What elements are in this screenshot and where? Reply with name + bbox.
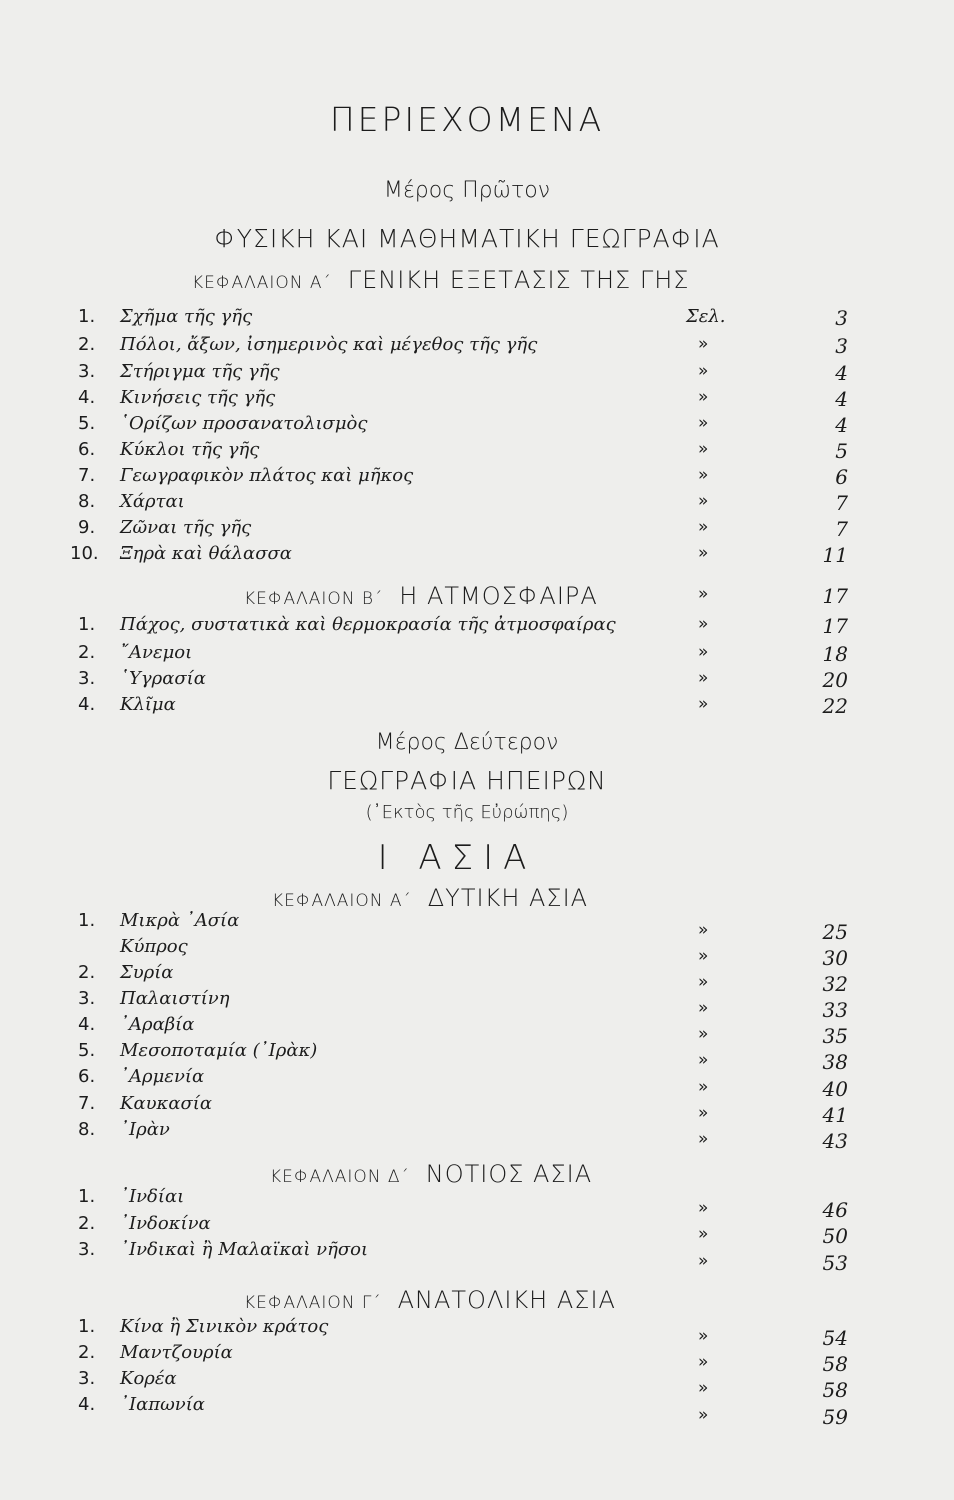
page-title: ΠΕΡΙΕΧΟΜΕΝΑ [329, 100, 605, 139]
toc-number: 2. [78, 1342, 96, 1363]
toc-number: 2. [78, 1213, 96, 1234]
toc-page: 6 [835, 465, 848, 489]
toc-row [0, 465, 954, 491]
toc-entry: Κορέα [120, 1368, 177, 1389]
toc-row [0, 387, 954, 413]
toc-ditto-mark: » [698, 920, 709, 940]
toc-page: 5 [835, 439, 848, 463]
toc-page-row [0, 1050, 954, 1076]
toc-ditto-mark: » [698, 614, 709, 634]
toc-row [0, 642, 954, 668]
toc-row [0, 361, 954, 387]
toc-entry: Κύκλοι τῆς γῆς [120, 439, 260, 460]
toc-row [0, 334, 954, 360]
toc-row [0, 614, 954, 640]
toc-entry: ᾿Ιαπωνία [120, 1394, 205, 1415]
chapter-b-label: ΚΕΦΑΛΑΙΟΝ Β΄ [244, 589, 384, 609]
toc-page-row [0, 1024, 954, 1050]
toc-page: 40 [822, 1077, 848, 1101]
toc-page-row [0, 1405, 954, 1431]
toc-number: 8. [78, 1119, 96, 1140]
toc-entry: Πάχος, συστατικὰ καὶ θερμοκρασία τῆς ἀτμοσφαίρας [120, 614, 616, 635]
toc-page: 32 [822, 972, 848, 996]
toc-number: 1. [78, 614, 96, 635]
toc-number: 6. [78, 1066, 96, 1087]
toc-number: 3. [78, 988, 96, 1009]
page-column-header: Σελ. [686, 306, 726, 327]
toc-ditto-mark: » [698, 1251, 709, 1271]
toc-page-row [0, 998, 954, 1024]
toc-entry: Χάρται [120, 491, 185, 512]
toc-entry: Πόλοι, ἄξων, ἰσημερινὸς καὶ μέγεθος τῆς γῆς [120, 334, 538, 355]
toc-row [0, 517, 954, 543]
toc-ditto-mark: » [698, 491, 709, 511]
toc-entry: Ζῶναι τῆς γῆς [120, 517, 252, 538]
chapter-b-title: Η ΑΤΜΟΣΦΑΙΡΑ [399, 582, 598, 610]
toc-page: 4 [835, 361, 848, 385]
toc-number: 1. [78, 306, 96, 327]
toc-number: 6. [78, 439, 96, 460]
toc-number: 5. [78, 413, 96, 434]
toc-ditto-mark: » [698, 694, 709, 714]
toc-page: 50 [822, 1224, 848, 1248]
toc-entry: Κύπρος [120, 936, 188, 957]
toc-ditto-mark: » [698, 334, 709, 354]
toc-ditto-mark: » [698, 1077, 709, 1097]
toc-page: 35 [822, 1024, 848, 1048]
toc-entry: ᾿Ιρὰν [120, 1119, 170, 1140]
toc-number: 2. [78, 962, 96, 983]
toc-page: 38 [822, 1050, 848, 1074]
toc-ditto-mark: » [698, 1103, 709, 1123]
toc-page: 25 [822, 920, 848, 944]
toc-page: 4 [835, 413, 848, 437]
section-asia-title: Ι ΑΣΙΑ [377, 838, 537, 878]
toc-number: 3. [78, 668, 96, 689]
toc-page: 59 [822, 1405, 848, 1429]
toc-page: 30 [822, 946, 848, 970]
toc-entry: ᾿Ινδίαι [120, 1186, 185, 1207]
toc-ditto-mark: » [698, 439, 709, 459]
toc-ditto-mark: » [698, 1224, 709, 1244]
toc-page: 7 [835, 517, 848, 541]
toc-entry: ῾Ορίζων προσανατολισμὸς [120, 413, 368, 434]
chapter-d-title: ΝΟΤΙΟΣ ΑΣΙΑ [425, 1160, 593, 1188]
toc-ditto-mark: » [698, 1050, 709, 1070]
toc-ditto-mark: » [698, 1198, 709, 1218]
toc-page: 33 [822, 998, 848, 1022]
toc-page-row [0, 1251, 954, 1277]
toc-page: 3 [835, 306, 848, 330]
chapter-g-label: ΚΕΦΑΛΑΙΟΝ Γ΄ [244, 1293, 382, 1313]
toc-number: 1. [78, 1186, 96, 1207]
toc-entry: Στήριγμα τῆς γῆς [120, 361, 280, 382]
part-two-label: Μέρος Δεύτερον [375, 730, 559, 755]
toc-ditto-mark: » [698, 642, 709, 662]
toc-ditto-mark: » [698, 1129, 709, 1149]
toc-number: 3. [78, 1239, 96, 1260]
toc-page: 54 [822, 1326, 848, 1350]
toc-entry: ᾿Αρμενία [120, 1066, 205, 1087]
chapter-g-title: ΑΝΑΤΟΛΙΚΗ ΑΣΙΑ [397, 1286, 616, 1314]
toc-row [0, 668, 954, 694]
chapter-a-heading [192, 266, 689, 294]
toc-page: 58 [822, 1352, 848, 1376]
toc-page: 4 [835, 387, 848, 411]
chapter-label: ΚΕΦΑΛΑΙΟΝ Α΄ [272, 891, 412, 911]
toc-entry: ῾Υγρασία [120, 668, 206, 689]
toc-row [0, 439, 954, 465]
toc-entry: Μαντζουρία [120, 1342, 233, 1363]
toc-row [0, 543, 954, 569]
toc-entry: ᾿Ινδικαὶ ἢ Μαλαϊκαὶ νῆσοι [120, 1239, 369, 1260]
toc-entry: Παλαιστίνη [120, 988, 230, 1009]
toc-ditto-mark: » [698, 361, 709, 381]
toc-number: 3. [78, 361, 96, 382]
toc-ditto-mark: » [698, 1326, 709, 1346]
toc-ditto-mark: » [698, 387, 709, 407]
toc-page-row [0, 1129, 954, 1155]
toc-page: 11 [822, 543, 848, 567]
chapter-title: ΔΥΤΙΚΗ ΑΣΙΑ [427, 884, 589, 912]
toc-row [0, 306, 954, 332]
toc-entry: Σχῆμα τῆς γῆς [120, 306, 253, 327]
toc-ditto-mark: » [698, 946, 709, 966]
toc-number: 1. [78, 910, 96, 931]
toc-ditto-mark: » [698, 413, 709, 433]
toc-page: 22 [822, 694, 848, 718]
toc-page: 43 [822, 1129, 848, 1153]
toc-number: 1. [78, 1316, 96, 1337]
toc-entry: Καυκασία [120, 1093, 213, 1114]
toc-ditto-mark: » [698, 972, 709, 992]
toc-page-row [0, 1103, 954, 1129]
toc-number: 7. [78, 465, 96, 486]
toc-number: 3. [78, 1368, 96, 1389]
toc-row [0, 694, 954, 720]
part-two-subject: ΓΕΩΓΡΑΦΙΑ ΗΠΕΙΡΩΝ [327, 766, 607, 795]
chapter-d-label: ΚΕΦΑΛΑΙΟΝ Δ΄ [270, 1167, 410, 1187]
toc-number: 7. [78, 1093, 96, 1114]
toc-entry: Ξηρὰ καὶ θάλασσα [120, 543, 292, 564]
toc-number: 4. [78, 387, 96, 408]
toc-ditto-mark: » [698, 465, 709, 485]
toc-entry: Γεωγραφικὸν πλάτος καὶ μῆκος [120, 465, 414, 486]
toc-page: 58 [822, 1378, 848, 1402]
toc-page: 3 [835, 334, 848, 358]
toc-ditto-mark: » [698, 668, 709, 688]
toc-number: 8. [78, 491, 96, 512]
chapter-heading [272, 884, 588, 912]
chapter-g-heading [244, 1286, 616, 1314]
part-two-subtitle: (᾿Εκτὸς τῆς Εὐρώπης) [365, 802, 569, 823]
toc-number: 2. [78, 334, 96, 355]
toc-page-row [0, 1077, 954, 1103]
toc-entry: Μεσοποταμία (᾿Ιρὰκ) [120, 1040, 318, 1061]
toc-entry: Κίνα ἢ Σινικὸν κράτος [120, 1316, 329, 1337]
toc-entry: ῎Ανεμοι [120, 642, 193, 663]
chapter-a-label: ΚΕΦΑΛΑΙΟΝ Α΄ [192, 273, 332, 293]
toc-page: 46 [822, 1198, 848, 1222]
toc-ditto-mark: » [698, 1024, 709, 1044]
toc-number: 10. [70, 543, 99, 564]
toc-number: 4. [78, 1014, 96, 1035]
toc-page: 7 [835, 491, 848, 515]
toc-page: 17 [822, 584, 848, 608]
toc-page: 41 [822, 1103, 848, 1127]
part-one-subject: ΦΥΣΙΚΗ ΚΑΙ ΜΑΘΗΜΑΤΙΚΗ ΓΕΩΓΡΑΦΙΑ [214, 224, 720, 253]
toc-ditto-mark: » [698, 1378, 709, 1398]
toc-ditto-mark: » [698, 1405, 709, 1425]
toc-ditto-mark: » [698, 998, 709, 1018]
toc-entry: ᾿Ινδοκίνα [120, 1213, 211, 1234]
toc-number: 4. [78, 1394, 96, 1415]
chapter-b-page-row [0, 584, 954, 610]
toc-entry: Κλῖμα [120, 694, 176, 715]
toc-ditto-mark: » [698, 517, 709, 537]
toc-ditto-mark: » [698, 543, 709, 563]
toc-page-row [0, 972, 954, 998]
toc-page-row [0, 920, 954, 946]
toc-page: 17 [822, 614, 848, 638]
toc-page-row [0, 946, 954, 972]
toc-entry: Συρία [120, 962, 174, 983]
chapter-a-title: ΓΕΝΙΚΗ ΕΞΕΤΑΣΙΣ ΤΗΣ ΓΗΣ [347, 266, 690, 294]
toc-page: 18 [822, 642, 848, 666]
toc-number: 4. [78, 694, 96, 715]
toc-ditto-mark: » [698, 1352, 709, 1372]
toc-ditto-mark: » [698, 584, 709, 604]
part-one-label: Μέρος Πρῶτον [383, 178, 551, 203]
toc-row [0, 413, 954, 439]
toc-row [0, 491, 954, 517]
chapter-d-heading [270, 1160, 592, 1188]
toc-number: 5. [78, 1040, 96, 1061]
toc-page: 20 [822, 668, 848, 692]
toc-entry: Κινήσεις τῆς γῆς [120, 387, 276, 408]
toc-entry: ᾿Αραβία [120, 1014, 195, 1035]
toc-page: 53 [822, 1251, 848, 1275]
toc-entry: Μικρὰ ᾿Ασία [120, 910, 240, 931]
toc-number: 2. [78, 642, 96, 663]
toc-number: 9. [78, 517, 96, 538]
